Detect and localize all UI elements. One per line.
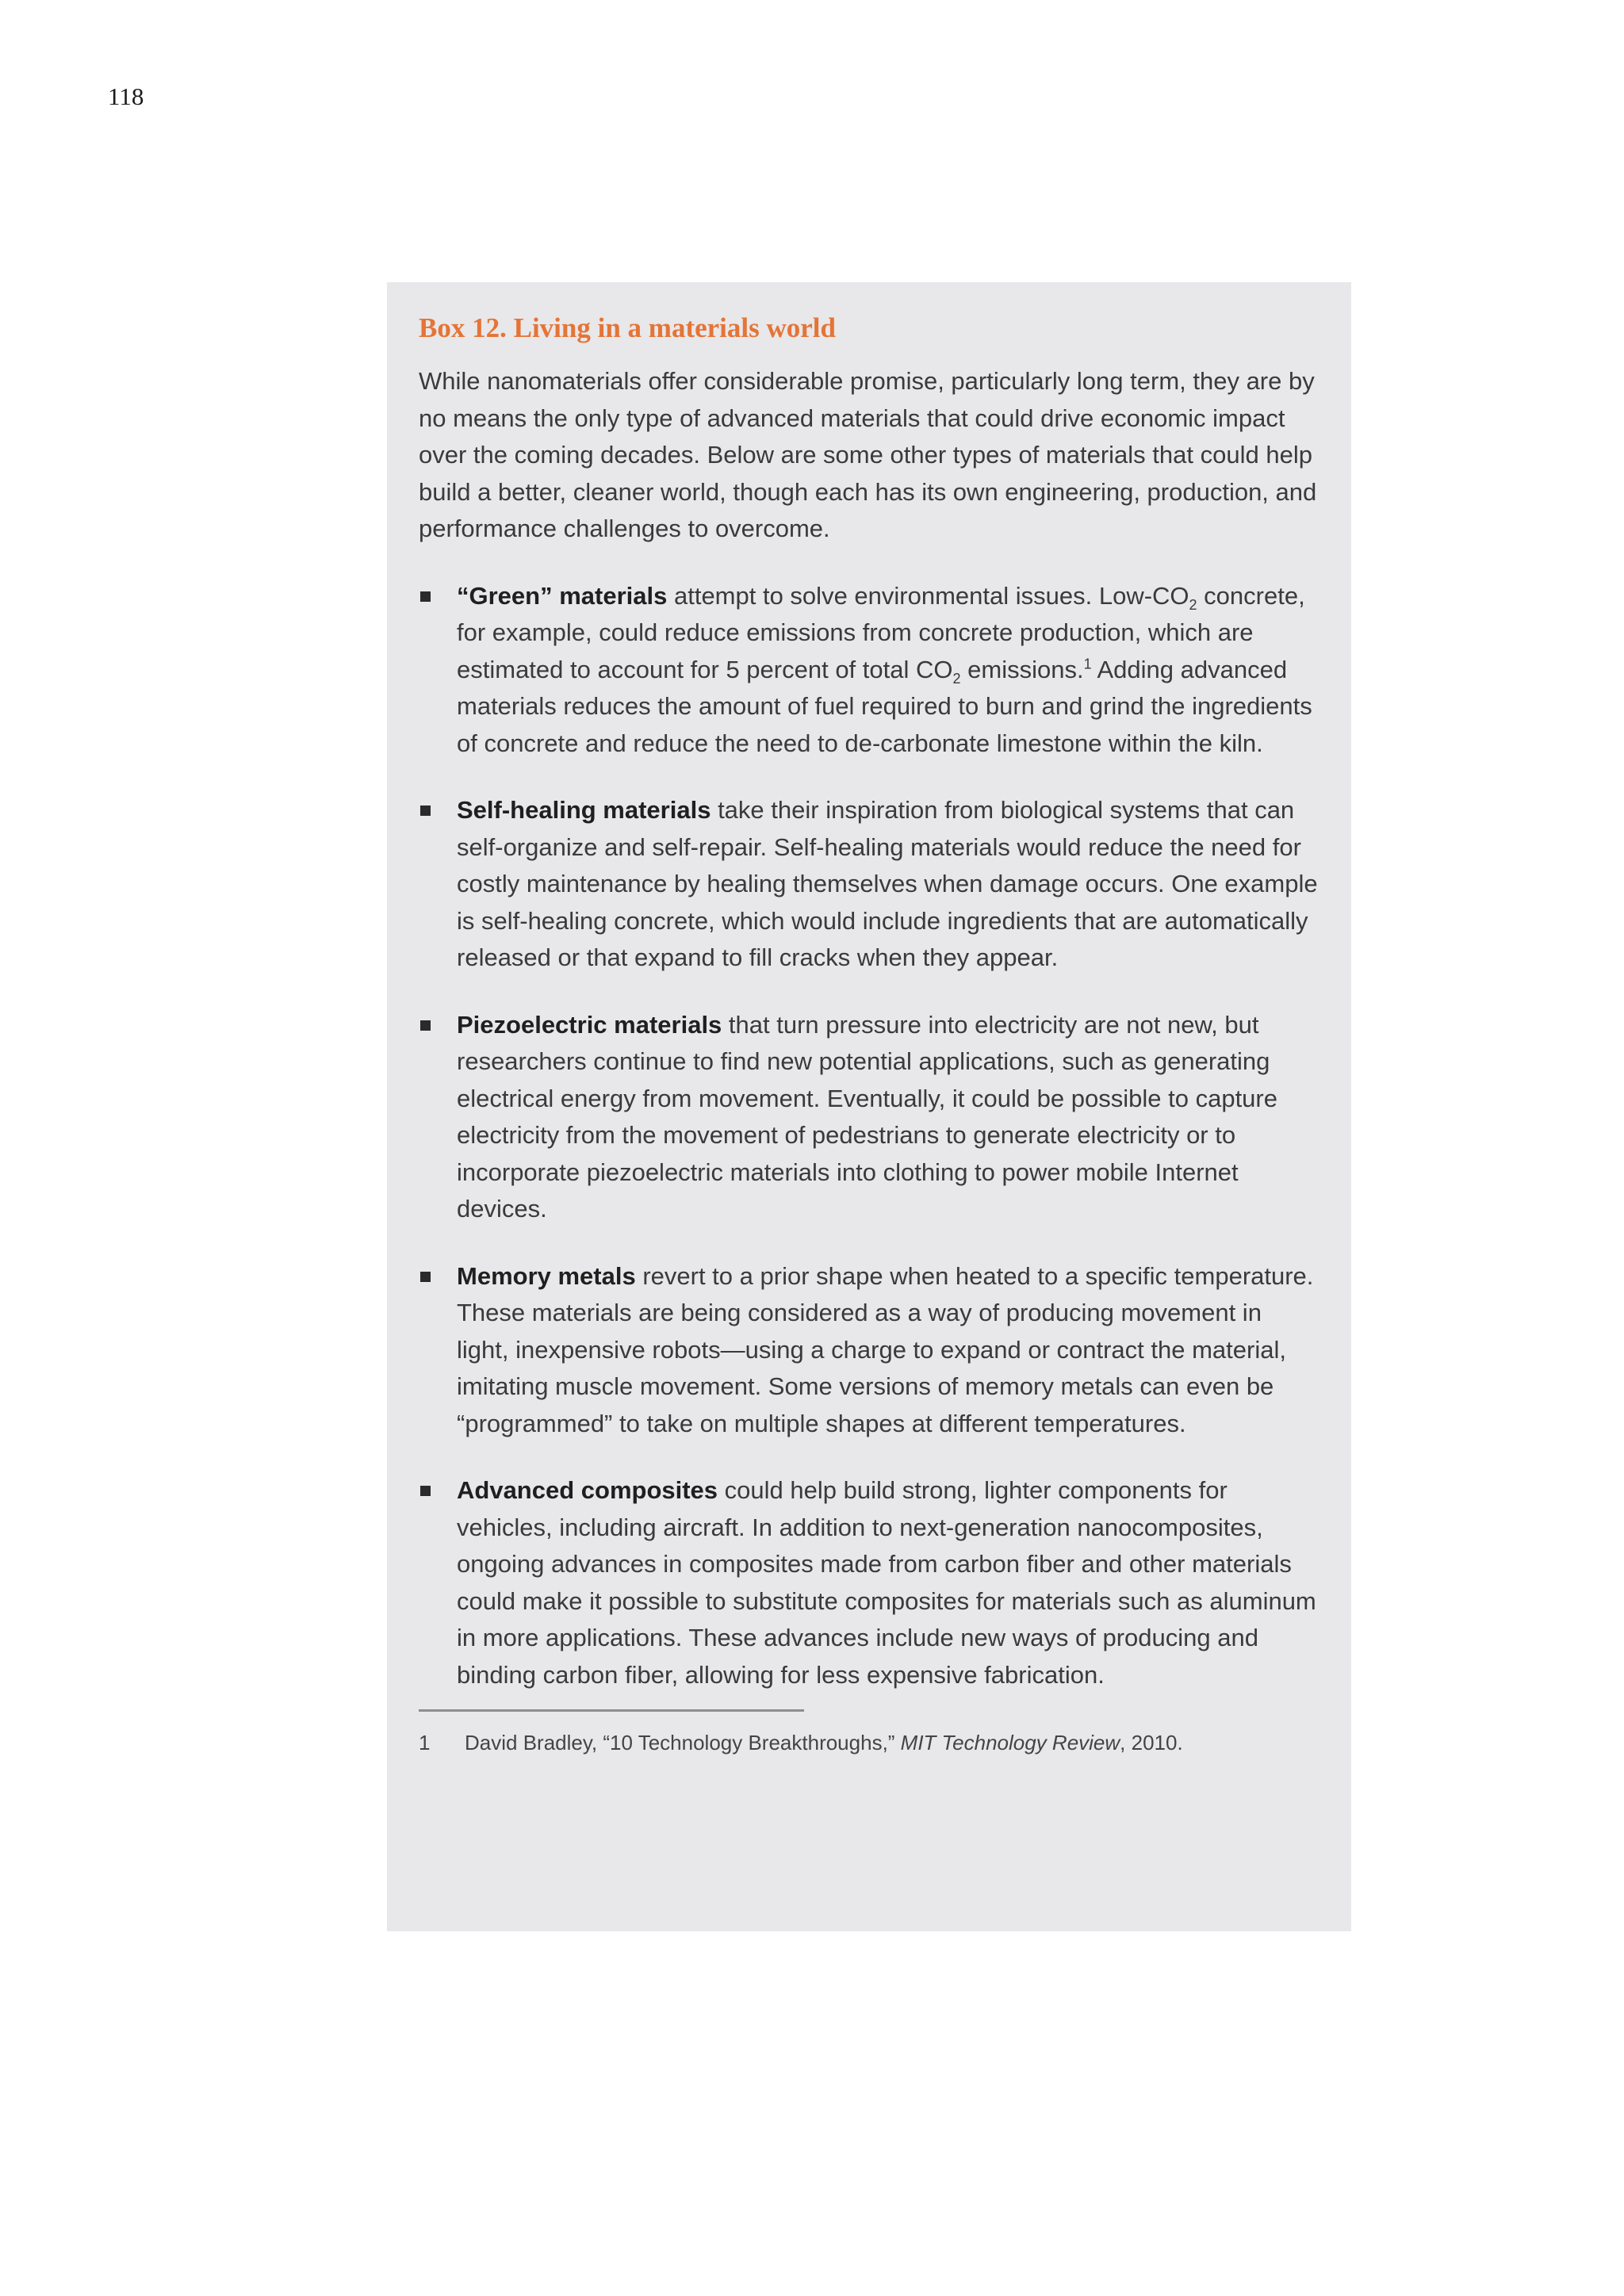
- list-item-advanced-composites: [419, 1472, 1320, 1693]
- footnote-divider: [419, 1709, 804, 1712]
- item-text: attempt to solve environmental issues. Low-CO: [667, 581, 1189, 610]
- item-text: could help build strong, lighter components for vehicles, including aircraft. In addition to next-generation nanocomposites, ongoing advances in composites made from carbon fiber and other materials could make it possible to substitute composites for materials such as aluminum in more applications. These advances include new ways of producing and binding carbon fiber, allowing for less expensive fabrication.: [457, 1476, 1316, 1689]
- item-term: Piezoelectric materials: [457, 1010, 722, 1039]
- subscript: 2: [952, 670, 961, 687]
- sidebar-box: [387, 282, 1351, 1931]
- subscript: 2: [1189, 596, 1197, 613]
- item-text: that turn pressure into electricity are not new, but researchers continue to find new potential applications, such as generating electrical energy from movement. Eventually, it could be possible to capture electricity from the movement of pedestrians to generate electricity or to incorporate piezoelectric materials into clothing to power mobile Internet devices.: [457, 1010, 1277, 1223]
- item-text: concrete, for example, could reduce emissions from concrete production, which are estimated to account for 5 percent of total CO: [457, 581, 1305, 683]
- list-item-piezoelectric-materials: [419, 1007, 1320, 1228]
- box-title: Box 12. Living in a materials world: [419, 312, 836, 343]
- item-term: Memory metals: [457, 1261, 636, 1290]
- item-term: Advanced composites: [457, 1476, 718, 1504]
- footnote: [419, 1728, 1320, 1758]
- footnote-ref[interactable]: 1: [1083, 656, 1092, 672]
- box-intro-paragraph: While nanomaterials offer considerable promise, particularly long term, they are by no means the only type of advanced materials that could drive economic impact over the coming decades. Below are some other types of materials that could help build a better, cleaner world, though each has its own engineering, production, and performance challenges to overcome.: [419, 367, 1317, 542]
- footnote-text-before: David Bradley, “10 Technology Breakthroughs,”: [465, 1731, 901, 1755]
- square-bullet-icon: [420, 1272, 431, 1282]
- list-item-green-materials: [419, 578, 1320, 763]
- item-text: revert to a prior shape when heated to a specific temperature. These materials are being considered as a way of producing movement in light, inexpensive robots—using a charge to expand or contract the material, imitating muscle movement. Some versions of memory metals can even be “programmed” to take on multiple shapes at different temperatures.: [457, 1261, 1314, 1437]
- item-text: take their inspiration from biological systems that can self-organize and self-repair. Self-healing materials would reduce the need for costly maintenance by healing themselves when damage occurs. One example is self-healing concrete, which would include ingredients that are automatically released or that expand to fill cracks when they appear.: [457, 796, 1318, 971]
- list-item-memory-metals: [419, 1258, 1320, 1443]
- footnote-text: [465, 1728, 1183, 1758]
- footnote-source-title: MIT Technology Review: [900, 1731, 1120, 1755]
- item-term: Self-healing materials: [457, 796, 711, 824]
- square-bullet-icon: [420, 806, 431, 816]
- square-bullet-icon: [420, 1486, 431, 1496]
- item-text: Adding advanced materials reduces the amount of fuel required to burn and grind the ingredients of concrete and reduce the need to de-carbonate limestone within the kiln.: [457, 655, 1312, 757]
- square-bullet-icon: [420, 1020, 431, 1031]
- item-term: “Green” materials: [457, 581, 668, 610]
- materials-list: [419, 578, 1320, 1694]
- square-bullet-icon: [420, 591, 431, 602]
- footnote-text-after: , 2010.: [1120, 1731, 1183, 1755]
- page-number: 118: [108, 82, 144, 110]
- item-text: emissions.: [960, 655, 1084, 683]
- list-item-self-healing-materials: [419, 792, 1320, 977]
- footnote-number: 1: [419, 1731, 431, 1755]
